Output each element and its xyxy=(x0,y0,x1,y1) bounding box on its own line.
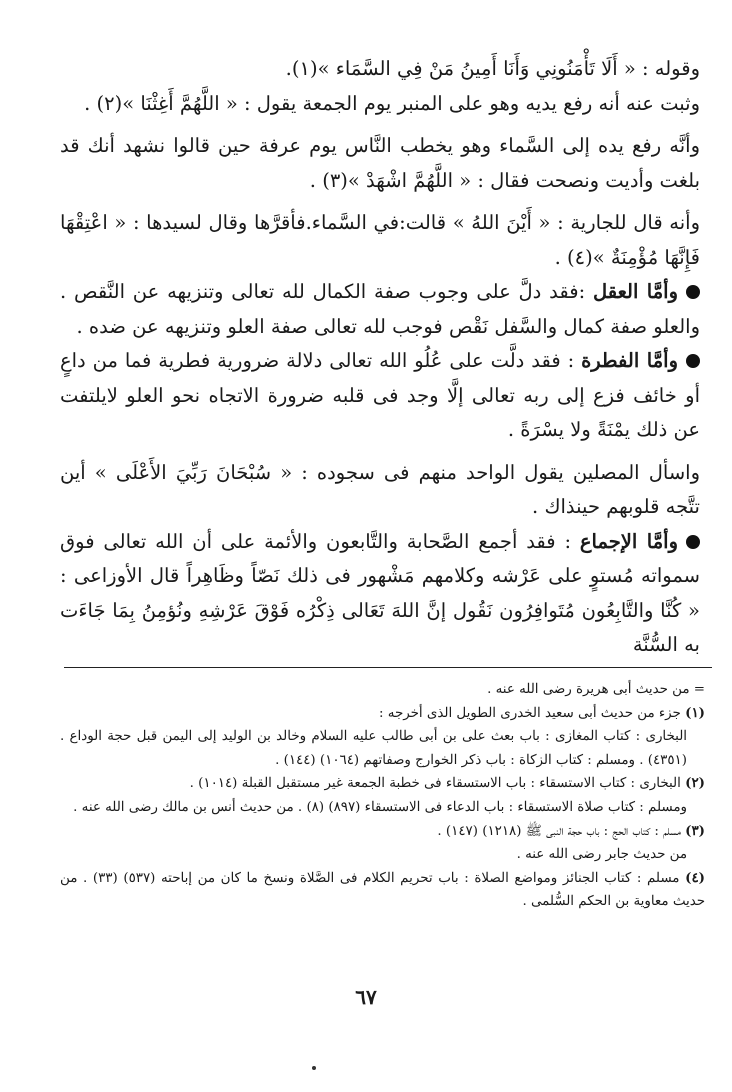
footnote-1-text: جزء من حديث أبى سعيد الخدرى الطويل الذى أخرجه : xyxy=(379,705,681,721)
section-ijma-text: : فقد أجمع الصَّحابة والتَّابعون والأئمة على أن الله تعالى فوق سمواته مُستوٍ على عَرْشه وكلامهم مَشْهور فى ذلك نَصّاً وظَاهِراً قال الأوزاعى : « كُنَّا والتَّابِعُون مُتَوافِرُون نَقُول إنَّ اللهَ تَعَالى ذِكْرُه فَوْقَ عَرْشِهِ ونُؤمِنُ بِمَا جَاءَت به السُّنَّة xyxy=(60,529,700,656)
section-fitra-text: : فقد دلَّت على عُلُو الله تعالى دلالة ضرورية فطرية فما من داعٍ أو خائف فزع إلى ربه تعالى إلَّا وجد فى قلبه ضرورة الاتجاه نحو العلو لايلتفت عن ذلك يمْنَةً ولا يسْرَةً . xyxy=(60,349,700,441)
footnote-divider xyxy=(64,667,712,668)
bullet-icon xyxy=(686,535,700,549)
section-reason-heading: وأمَّا العقل xyxy=(592,280,678,303)
footnote-1-detail: البخارى : كتاب المغازى : باب بعث على بن أبى طالب عليه السلام وخالد بن الوليد إلى اليمن قبل حجة الوداع . (٤٣٥١) . ومسلم : كتاب الزكاة : باب ذكر الخوارج وصفاتهم (١٠٦٤) (١٤٤) . xyxy=(60,729,687,768)
footnote-1 xyxy=(60,702,705,726)
bullet-icon xyxy=(686,354,700,368)
footnote-2 xyxy=(60,772,705,796)
footnote-2-number: (٢) xyxy=(685,775,705,792)
footnote-4 xyxy=(60,867,705,914)
footnote-3-text: مسلم : كتاب الحج : باب حجة النبى ﷺ (١٢١٨) (١٤٧) . xyxy=(437,823,681,839)
section-ijma-heading: وأمَّا الإجماع xyxy=(579,529,679,553)
footnote-2-detail: ومسلم : كتاب صلاة الاستسقاء : باب الدعاء فى الاستسقاء (٨٩٧) (٨) . من حديث أنس بن مالك رضى الله عنه . xyxy=(73,799,687,815)
footnote-2-text: البخارى : كتاب الاستسقاء : باب الاستسقاء فى خطبة الجمعة غير مستقبل القبلة (١٠١٤) . xyxy=(189,776,681,792)
footnote-4-text: مسلم : كتاب الجنائز ومواضع الصلاة : باب تحريم الكلام فى الصَّلاة ونسخ ما كان من إباحته (٥٣٧) (٣٣) . من حديث معاوية بن الحكم السُّلمى . xyxy=(60,870,705,910)
footnote-1-number: (١) xyxy=(685,704,705,721)
paragraph-1: وقوله : « أَلَا تَأْمَنُونِي وَأَنَا أَمِينُ مَنْ فِي السَّمَاء »(١). xyxy=(285,57,700,80)
paragraph-3: وأنَّه رفع يده إلى السَّماء وهو يخطب النَّاس يوم عرفة حين قالوا نشهد أنك قد بلغت وأديت ونصحت فقال : « اللَّهُمَّ اشْهَدْ »(٣) . xyxy=(60,134,700,192)
section-ijma xyxy=(60,525,700,663)
page-number: ٦٧ xyxy=(355,985,377,1009)
main-text xyxy=(60,52,700,663)
section-fitra-heading: وأمَّا الفطرة xyxy=(581,349,678,372)
footnotes xyxy=(60,678,705,914)
section-fitra xyxy=(60,344,700,448)
footnote-3-detail: من حديث جابر رضى الله عنه . xyxy=(516,847,687,863)
paragraph-2: وثبت عنه أنه رفع يديه وهو على المنبر يوم الجمعة يقول : « اللَّهُمَّ أَغِثْنَا »(٢) . xyxy=(84,91,700,115)
bullet-icon xyxy=(686,285,700,299)
footnote-3 xyxy=(60,820,705,844)
paragraph-5: واسأل المصلين يقول الواحد منهم فى سجوده : « سُبْحَانَ رَبِّيَ الأَعْلَى » أين تتَّجه قلوبهم حينذاك . xyxy=(60,460,700,518)
page-dot xyxy=(312,1066,316,1070)
footnote-4-number: (٤) xyxy=(685,869,705,886)
section-reason xyxy=(60,275,700,344)
footnote-3-number: (٣) xyxy=(685,822,705,839)
footnote-continuation: = من حديث أبى هريرة رضى الله عنه . xyxy=(487,682,705,697)
section-reason-text: :فقد دلَّ على وجوب صفة الكمال لله تعالى وتنزيهه عن النَّقص . والعلو صفة كمال والسَّفل نَقْص فوجب لله تعالى صفة العلو وتنزيهه عن ضده . xyxy=(60,280,700,338)
paragraph-4: وأنه قال للجارية : « أَيْنَ اللهُ » قالت:في السَّماء.فأقرَّها وقال لسيدها : « اعْتِقْهَا فَإِنَّهَا مُؤْمِنَةٌ »(٤) . xyxy=(60,211,700,269)
